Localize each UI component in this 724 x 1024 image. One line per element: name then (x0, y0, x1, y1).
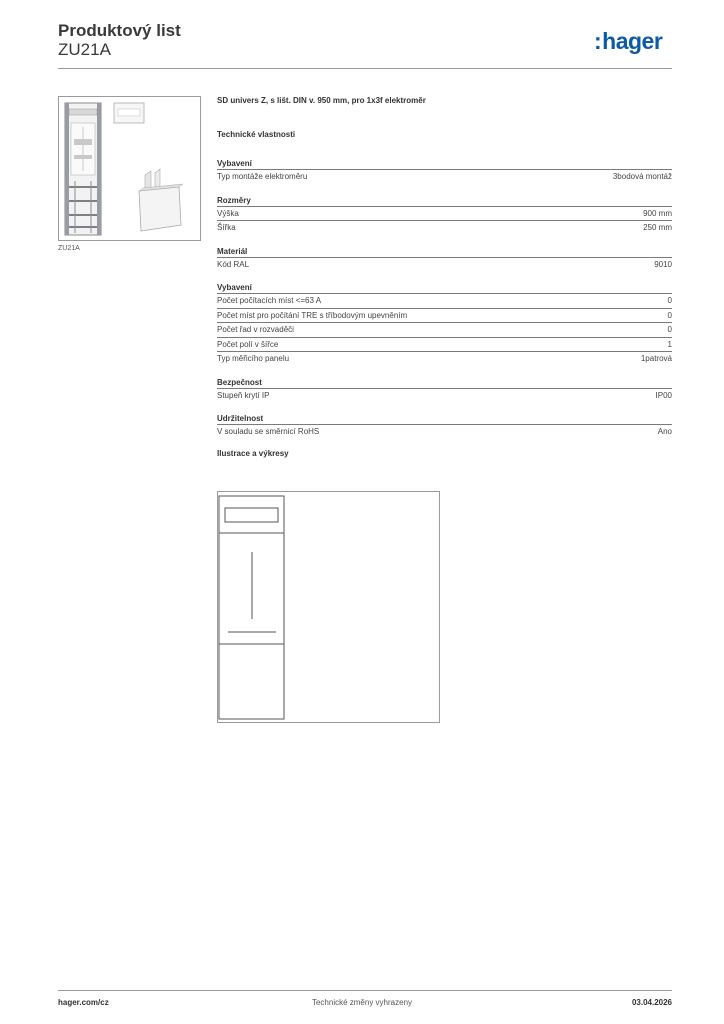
table-row (217, 257, 672, 272)
row-label: Typ montáže elektroměru (217, 172, 308, 181)
row-value: 9010 (654, 259, 672, 269)
logo-text: hager (602, 28, 663, 54)
table-row (217, 220, 672, 235)
section-title: Udržitelnost (217, 414, 264, 423)
product-image (58, 96, 201, 241)
row-label: Stupeň krytí IP (217, 390, 270, 400)
table-row (217, 337, 672, 352)
row-label: Počet řad v rozvaděči (217, 325, 294, 334)
section-title: Rozměry (217, 195, 251, 205)
enclosure-drawing-icon (218, 492, 439, 722)
product-code: ZU21A (58, 40, 111, 59)
row-value: IP00 (655, 390, 672, 400)
footer-website-link[interactable]: hager.com/cz (58, 998, 109, 1007)
row-value: 0 (667, 325, 672, 334)
section-equipment (217, 156, 672, 184)
table-row (217, 424, 672, 439)
table-row (217, 388, 672, 403)
row-label: Typ měřicího panelu (217, 354, 290, 363)
section-title: Bezpečnost (217, 377, 262, 387)
section-material (217, 244, 672, 272)
row-value: 0 (667, 296, 672, 305)
row-label: Kód RAL (217, 259, 250, 269)
technical-properties-heading: Technické vlastnosti (217, 130, 296, 139)
section-sustainability (217, 411, 672, 439)
table-row (217, 322, 672, 337)
technical-drawing (217, 491, 440, 723)
image-caption: ZU21A (58, 245, 80, 252)
footer-date: 03.04.2026 (631, 998, 672, 1007)
product-photo-icon (59, 97, 201, 241)
footer-divider (58, 990, 672, 991)
table-row (217, 293, 672, 308)
row-value: Ano (657, 427, 672, 436)
section-title: Vybavení (217, 159, 252, 168)
row-label: Šířka (217, 223, 236, 232)
illustrations-heading: Ilustrace a výkresy (217, 448, 289, 458)
page-title: Produktový list (58, 21, 181, 40)
row-value: 1patrová (640, 354, 672, 363)
row-label: Počet polí v šířce (217, 339, 279, 349)
header-divider (58, 68, 672, 69)
table-row (217, 206, 672, 221)
section-title: Materiál (217, 246, 248, 256)
footer-notice: Technické změny vyhrazeny (311, 998, 413, 1007)
row-value: 0 (667, 310, 672, 320)
row-value: 900 mm (643, 208, 672, 218)
row-label: V souladu se směrnicí RoHS (217, 427, 320, 436)
table-row (217, 308, 672, 323)
section-equipment-2 (217, 280, 672, 366)
section-safety (217, 375, 672, 403)
row-value: 3bodová montáž (612, 172, 672, 181)
row-label: Výška (217, 208, 239, 218)
table-row (217, 169, 672, 184)
row-label: Počet míst pro počítání TRE s tříbodovým upevněním (217, 310, 408, 320)
product-details (217, 96, 672, 465)
row-label: Počet počítacích míst <=63 A (217, 296, 322, 305)
row-value: 250 mm (643, 223, 672, 232)
table-row (217, 351, 672, 366)
product-description: SD univers Z, s lišt. DIN v. 950 mm, pro 1x3f elektroměr (217, 96, 426, 105)
logo-colon-icon: : (594, 28, 602, 54)
section-dimensions (217, 193, 672, 235)
row-value: 1 (667, 339, 672, 349)
hager-logo[interactable] (594, 28, 662, 55)
section-title: Vybavení (217, 283, 252, 292)
